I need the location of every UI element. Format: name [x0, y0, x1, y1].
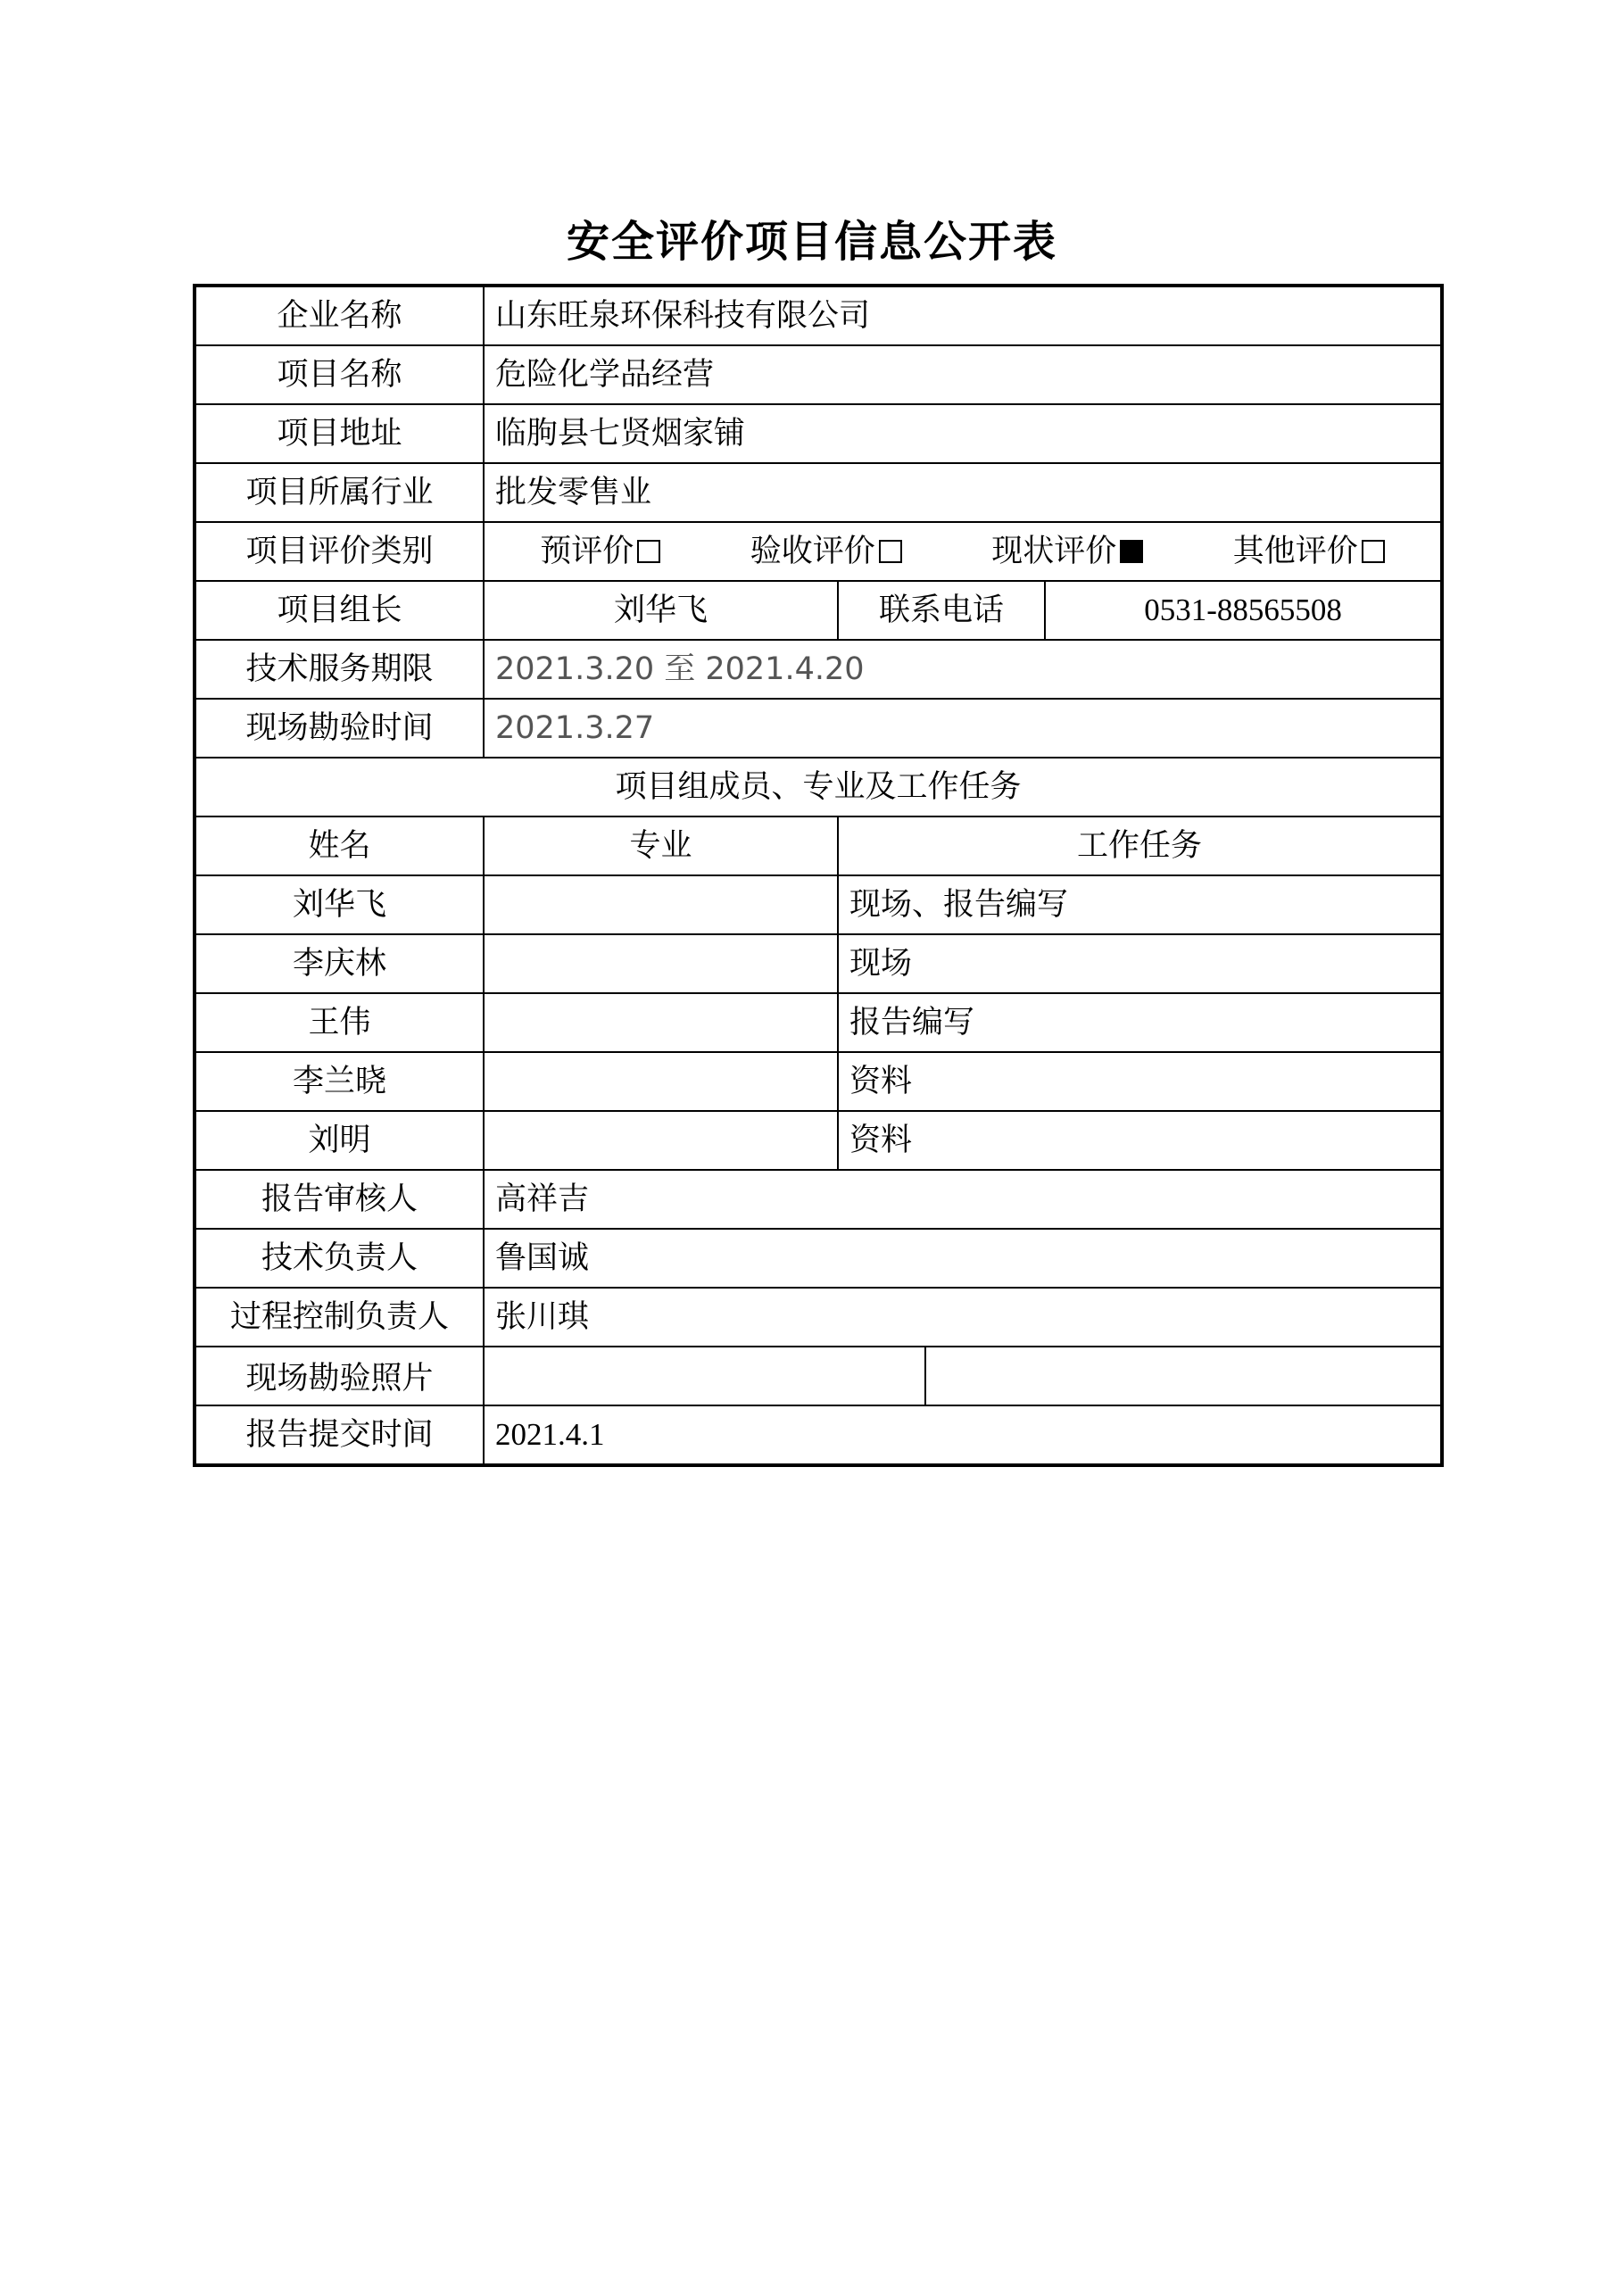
- service-period-value: 2021.3.20 至 2021.4.20: [484, 640, 1442, 699]
- phone-label: 联系电话: [838, 581, 1045, 640]
- leader-row: [195, 581, 1442, 640]
- member-row: [195, 1111, 1442, 1170]
- project-address-label: 项目地址: [195, 404, 484, 463]
- leader-value: 刘华飞: [484, 581, 838, 640]
- info-table: [193, 284, 1444, 1467]
- project-name-row: [195, 345, 1442, 404]
- member-name: 刘明: [195, 1111, 484, 1170]
- member-task: 报告编写: [838, 993, 1442, 1052]
- category-option-current[interactable]: [991, 523, 1143, 580]
- column-header-name: 姓名: [195, 816, 484, 875]
- process-lead-value: 张川琪: [484, 1288, 1442, 1347]
- company-value: 山东旺泉环保科技有限公司: [484, 286, 1442, 345]
- company-row: [195, 286, 1442, 345]
- category-row: [195, 522, 1442, 581]
- member-major: [484, 934, 838, 993]
- member-row: [195, 993, 1442, 1052]
- member-row: [195, 934, 1442, 993]
- checkbox-icon[interactable]: [637, 540, 660, 563]
- process-lead-label: 过程控制负责人: [195, 1288, 484, 1347]
- member-major: [484, 993, 838, 1052]
- member-task: 现场: [838, 934, 1442, 993]
- member-row: [195, 875, 1442, 934]
- tech-lead-label: 技术负责人: [195, 1229, 484, 1288]
- tech-lead-row: [195, 1229, 1442, 1288]
- leader-label: 项目组长: [195, 581, 484, 640]
- photos-label: 现场勘验照片: [195, 1347, 484, 1405]
- category-option-pre[interactable]: [540, 523, 660, 580]
- submit-time-value: 2021.4.1: [484, 1405, 1442, 1465]
- industry-label: 项目所属行业: [195, 463, 484, 522]
- checkbox-icon[interactable]: [879, 540, 902, 563]
- member-row: [195, 1052, 1442, 1111]
- service-period-label: 技术服务期限: [195, 640, 484, 699]
- member-task: 资料: [838, 1111, 1442, 1170]
- checkbox-icon[interactable]: [1362, 540, 1385, 563]
- reviewer-row: [195, 1170, 1442, 1229]
- category-option-label: 预评价: [540, 534, 634, 569]
- reviewer-value: 高祥吉: [484, 1170, 1442, 1229]
- member-name: 李兰晓: [195, 1052, 484, 1111]
- tech-lead-value: 鲁国诚: [484, 1229, 1442, 1288]
- photo-cell-right: [925, 1347, 1442, 1405]
- page-title: 安全评价项目信息公开表: [566, 217, 1057, 267]
- phone-value: 0531-88565508: [1045, 581, 1442, 640]
- category-label: 项目评价类别: [195, 522, 484, 581]
- category-option-other[interactable]: [1233, 523, 1385, 580]
- project-address-row: [195, 404, 1442, 463]
- category-option-acceptance[interactable]: [750, 523, 902, 580]
- industry-value: 批发零售业: [484, 463, 1442, 522]
- member-major: [484, 1052, 838, 1111]
- industry-row: [195, 463, 1442, 522]
- project-address-value: 临朐县七贤烟家铺: [484, 404, 1442, 463]
- member-name: 李庆林: [195, 934, 484, 993]
- category-option-label: 其他评价: [1232, 534, 1358, 569]
- member-name: 王伟: [195, 993, 484, 1052]
- category-option-label: 现状评价: [991, 534, 1117, 569]
- members-header-row: [195, 758, 1442, 816]
- members-header: 项目组成员、专业及工作任务: [195, 758, 1442, 816]
- project-name-label: 项目名称: [195, 345, 484, 404]
- members-columns-row: [195, 816, 1442, 875]
- submit-time-row: [195, 1405, 1442, 1465]
- survey-time-label: 现场勘验时间: [195, 699, 484, 758]
- member-task: 资料: [838, 1052, 1442, 1111]
- company-label: 企业名称: [195, 286, 484, 345]
- project-name-value: 危险化学品经营: [484, 345, 1442, 404]
- reviewer-label: 报告审核人: [195, 1170, 484, 1229]
- survey-time-value: 2021.3.27: [484, 699, 1442, 758]
- column-header-task: 工作任务: [838, 816, 1442, 875]
- checkbox-icon[interactable]: [1120, 540, 1143, 563]
- member-name: 刘华飞: [195, 875, 484, 934]
- member-task: 现场、报告编写: [838, 875, 1442, 934]
- column-header-major: 专业: [484, 816, 838, 875]
- process-lead-row: [195, 1288, 1442, 1347]
- service-period-row: [195, 640, 1442, 699]
- submit-time-label: 报告提交时间: [195, 1405, 484, 1465]
- photo-cell-left: [484, 1347, 925, 1405]
- category-option-label: 验收评价: [750, 534, 875, 569]
- member-major: [484, 875, 838, 934]
- survey-time-row: [195, 699, 1442, 758]
- member-major: [484, 1111, 838, 1170]
- photos-row: [195, 1347, 1442, 1405]
- category-options: [484, 522, 1442, 581]
